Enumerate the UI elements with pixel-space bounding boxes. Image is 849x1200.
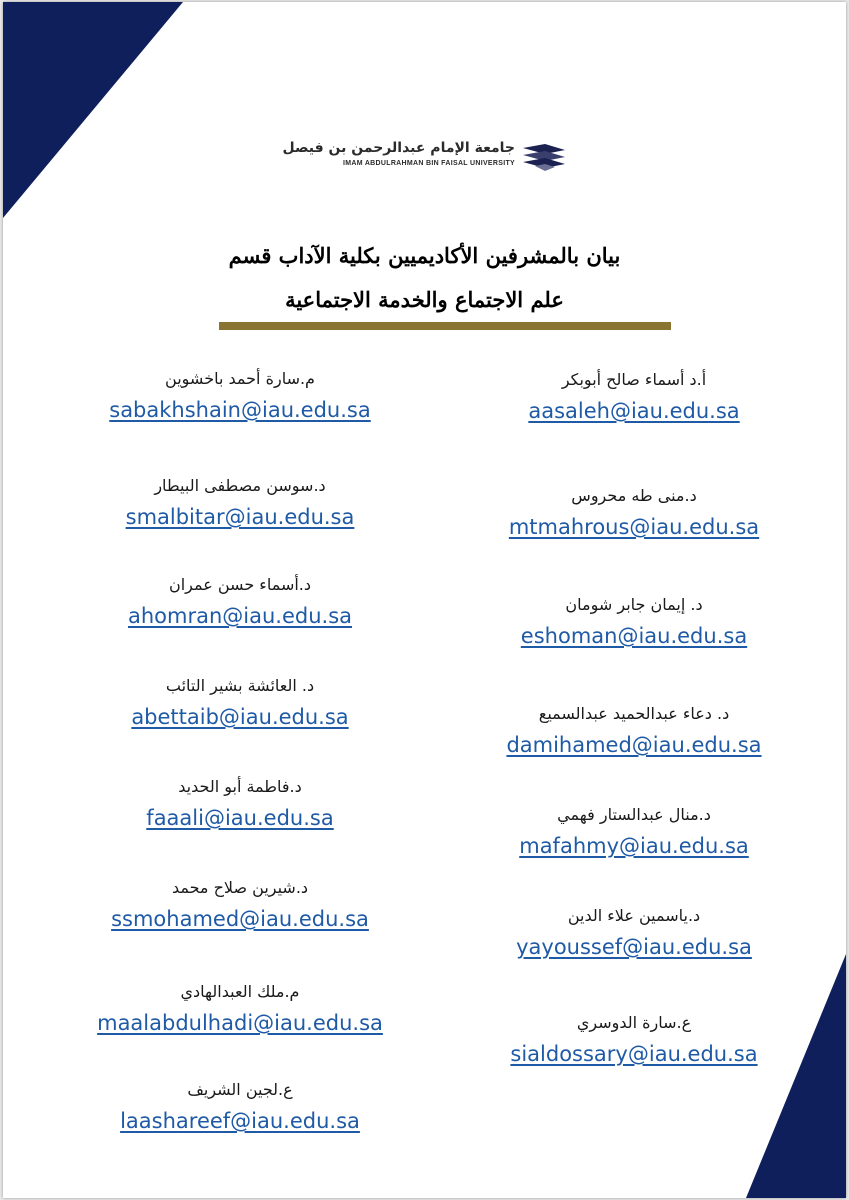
- supervisor-entry: [60, 366, 420, 422]
- document-page: [3, 2, 846, 1198]
- supervisor-entry: [454, 1010, 814, 1066]
- supervisor-name: د. العائشة بشير التائب: [165, 676, 315, 695]
- supervisor-email-link[interactable]: damihamed@iau.edu.sa: [506, 733, 762, 757]
- supervisor-name: د.أسماء حسن عمران: [168, 575, 312, 594]
- supervisor-name: د.منال عبدالستار فهمي: [557, 805, 711, 824]
- supervisor-name: ع.سارة الدوسري: [576, 1013, 692, 1032]
- supervisor-email-link[interactable]: sialdossary@iau.edu.sa: [510, 1042, 758, 1066]
- supervisor-email-link[interactable]: mtmahrous@iau.edu.sa: [508, 515, 760, 539]
- supervisor-entry: [454, 483, 814, 539]
- supervisor-name: أ.د أسماء صالح أبوبكر: [561, 370, 707, 389]
- supervisor-name: د.ياسمين علاء الدين: [567, 906, 701, 925]
- supervisor-email-link[interactable]: laashareef@iau.edu.sa: [120, 1109, 360, 1133]
- supervisor-entry: [454, 701, 814, 757]
- supervisor-email-link[interactable]: sabakhshain@iau.edu.sa: [109, 398, 371, 422]
- corner-decoration-top-left: [3, 2, 183, 218]
- supervisor-entry: [454, 802, 814, 858]
- supervisor-name: ع.لجين الشريف: [187, 1080, 293, 1099]
- supervisor-name: د.سوسن مصطفى البيطار: [154, 476, 326, 495]
- supervisor-name: د.منى طه محروس: [571, 486, 697, 505]
- supervisor-email-link[interactable]: faaali@iau.edu.sa: [146, 806, 334, 830]
- supervisor-email-link[interactable]: mafahmy@iau.edu.sa: [519, 834, 749, 858]
- supervisor-email-link[interactable]: ahomran@iau.edu.sa: [127, 604, 353, 628]
- supervisor-email-link[interactable]: maalabdulhadi@iau.edu.sa: [97, 1011, 383, 1035]
- supervisor-email-link[interactable]: yayoussef@iau.edu.sa: [516, 935, 752, 959]
- supervisor-email-link[interactable]: aasaleh@iau.edu.sa: [528, 399, 740, 423]
- page-title-line-1: بيان بالمشرفين الأكاديميين بكلية الآداب قسم: [228, 243, 621, 268]
- corner-decoration-bottom-right: [746, 954, 846, 1198]
- page-title-line-2: علم الاجتماع والخدمة الاجتماعية: [285, 287, 564, 312]
- supervisor-entry: [60, 673, 420, 729]
- supervisor-name: م.سارة أحمد باخشوين: [165, 369, 315, 388]
- logo-english-text: IMAM ABDULRAHMAN BIN FAISAL UNIVERSITY: [342, 160, 515, 167]
- supervisor-entry: [454, 592, 814, 648]
- supervisor-entry: [454, 367, 814, 423]
- university-logo: [283, 138, 567, 178]
- supervisor-email-link[interactable]: smalbitar@iau.edu.sa: [125, 505, 355, 529]
- supervisor-entry: [60, 774, 420, 830]
- supervisor-entry: [60, 875, 420, 931]
- supervisor-name: د.فاطمة أبو الحديد: [178, 777, 302, 796]
- university-logo-mark-icon: [521, 142, 567, 172]
- supervisor-entry: [60, 572, 420, 628]
- supervisor-email-link[interactable]: ssmohamed@iau.edu.sa: [111, 907, 369, 931]
- supervisor-entry: [60, 473, 420, 529]
- supervisor-entry: [454, 903, 814, 959]
- title-underline-bar: [219, 322, 671, 330]
- supervisor-name: د. دعاء عبدالحميد عبدالسميع: [538, 704, 730, 723]
- supervisor-entry: [60, 979, 420, 1035]
- supervisor-name: د. إيمان جابر شومان: [565, 595, 703, 614]
- supervisor-entry: [60, 1077, 420, 1133]
- supervisor-email-link[interactable]: abettaib@iau.edu.sa: [131, 705, 349, 729]
- supervisor-name: د.شيرين صلاح محمد: [171, 878, 309, 897]
- supervisor-name: م.ملك العبدالهادي: [180, 982, 300, 1001]
- supervisor-email-link[interactable]: eshoman@iau.edu.sa: [520, 624, 748, 648]
- logo-arabic-text: جامعة الإمام عبدالرحمن بن فيصل: [282, 140, 515, 156]
